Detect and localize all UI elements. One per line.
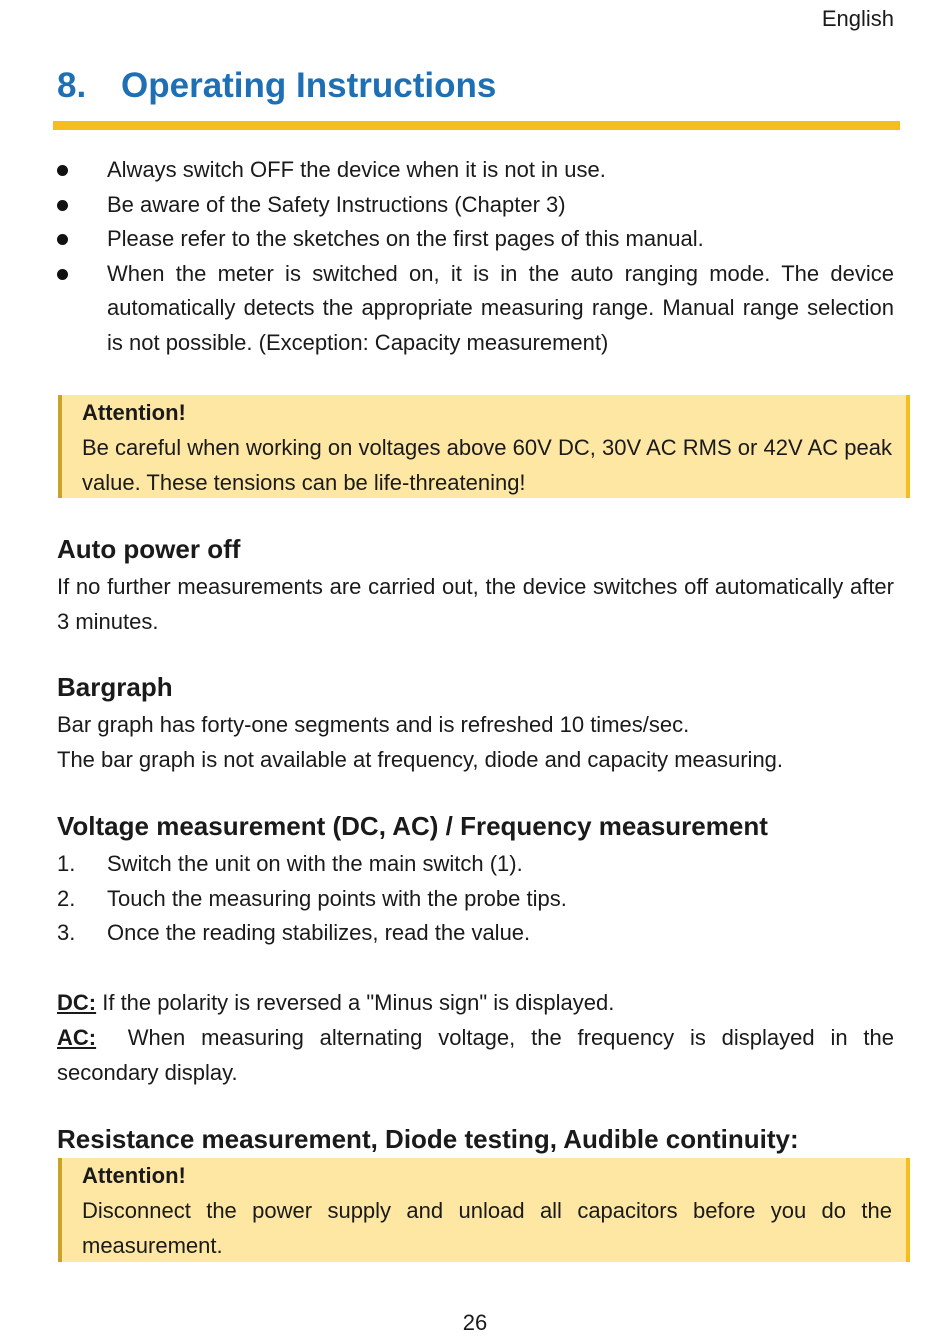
heading-auto-power-off: Auto power off [57, 534, 241, 564]
heading-bargraph: Bargraph [57, 672, 173, 702]
ac-text: When measuring alternating voltage, the frequency is displayed in the secondary display. [57, 1025, 894, 1085]
chapter-title-text: Operating Instructions [121, 66, 497, 105]
bullet-dot-icon [57, 269, 68, 280]
attention-text: Be careful when working on voltages above 60V DC, 30V AC RMS or 42V AC peak value. These tensions can be life-threatening! [82, 435, 892, 495]
language-label: English [821, 6, 894, 31]
heading-resistance-measurement: Resistance measurement, Diode testing, Audible continuity: [57, 1124, 799, 1154]
page-number: 26 [462, 1310, 488, 1335]
step-item: 3. Once the reading stabilizes, read the value. [57, 920, 531, 946]
bullet-dot-icon [57, 234, 68, 245]
instruction-bullets [57, 153, 894, 361]
ac-label: AC: [57, 1025, 97, 1050]
title-underline [53, 121, 900, 130]
attention-title: Attention! [82, 400, 186, 425]
dc-label: DC: [57, 990, 97, 1015]
bullet-item: When the meter is switched on, it is in the auto ranging mode. The device automatically detects the appropriate measuring range. Manual range selection is not possible. (Exception: Capacity measurement) [57, 257, 894, 361]
bullet-item: Please refer to the sketches on the first pages of this manual. [57, 222, 894, 257]
ac-note [57, 1021, 894, 1090]
heading-voltage-measurement: Voltage measurement (DC, AC) / Frequency measurement [57, 811, 768, 841]
bullet-dot-icon [57, 165, 68, 176]
bullet-dot-icon [57, 200, 68, 211]
bullet-item: Be aware of the Safety Instructions (Chapter 3) [57, 188, 894, 223]
chapter-title [57, 66, 496, 106]
step-item: 1. Switch the unit on with the main switch (1). [57, 851, 523, 876]
attention-title: Attention! [82, 1163, 186, 1188]
chapter-number: 8. [57, 66, 87, 105]
auto-power-off-text: If no further measurements are carried out, the device switches off automatically after 3 minutes. [57, 574, 894, 634]
bullet-item: Always switch OFF the device when it is not in use. [57, 153, 894, 188]
attention-text: Disconnect the power supply and unload all capacitors before you do the measurement. [82, 1198, 892, 1258]
bargraph-line-2: The bar graph is not available at frequency, diode and capacity measuring. [57, 747, 784, 772]
attention-box-voltage [58, 395, 910, 498]
voltage-steps [57, 847, 894, 951]
attention-box-resistance [58, 1158, 910, 1262]
bargraph-line-1: Bar graph has forty-one segments and is refreshed 10 times/sec. [57, 712, 690, 737]
dc-text: If the polarity is reversed a "Minus sign" is displayed. [102, 990, 615, 1015]
step-item: 2. Touch the measuring points with the probe tips. [57, 885, 567, 911]
dc-note [57, 986, 894, 1021]
